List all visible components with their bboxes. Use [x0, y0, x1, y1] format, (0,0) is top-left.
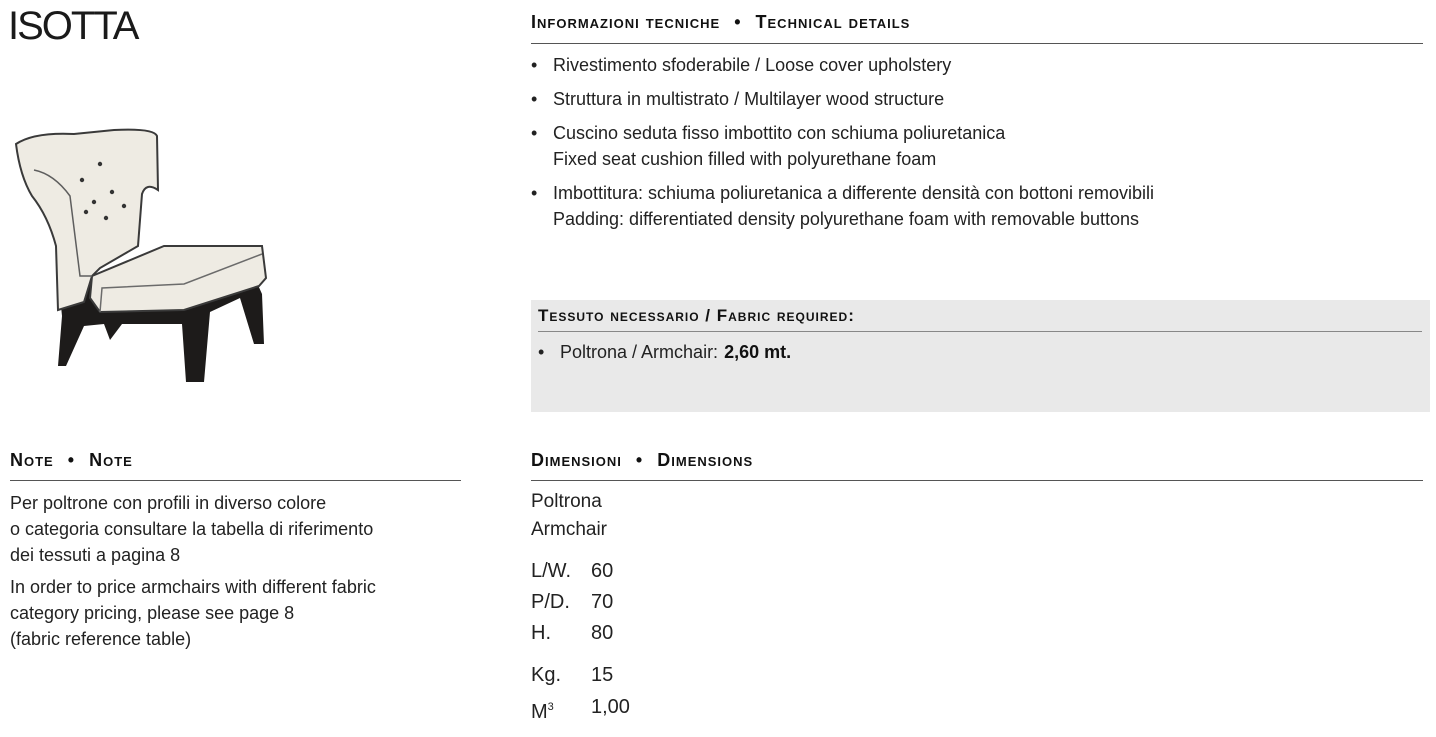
- armchair-image: [14, 126, 270, 388]
- fabric-required-box: [531, 300, 1430, 412]
- dimensions-rule: [531, 480, 1423, 481]
- list-item: [531, 52, 1421, 78]
- note-heading-en: Note: [89, 450, 133, 470]
- note-line: category pricing, please see page 8: [10, 603, 295, 623]
- note-line: (fabric reference table): [10, 629, 192, 649]
- volume-key-sup: 3: [547, 701, 554, 713]
- bullet-icon: •: [538, 342, 545, 362]
- dimension-value: 70: [591, 591, 614, 613]
- note-line: Per poltrone con profili in diverso colore: [10, 493, 327, 513]
- dimension-value: 60: [591, 560, 614, 582]
- note-heading: [10, 450, 133, 471]
- list-item-text-en: Padding: differentiated density polyurethane foam with removable buttons: [553, 209, 1140, 229]
- technical-heading: [531, 12, 910, 33]
- dimensions-heading: [531, 450, 753, 471]
- bullet-icon: •: [531, 183, 538, 203]
- dimensions-name-it: Poltrona: [531, 491, 602, 512]
- dimensions-heading-it: Dimensioni: [531, 450, 622, 470]
- fabric-item-label: Poltrona / Armchair:: [560, 342, 719, 362]
- dimension-row: [531, 618, 630, 649]
- dimension-key: H.: [531, 622, 551, 644]
- dimension-row: [531, 587, 630, 618]
- fabric-item-value: 2,60 mt.: [724, 342, 792, 362]
- list-item-text: Cuscino seduta fisso imbottito con schiuma poliuretanica: [553, 123, 1006, 143]
- volume-row: [531, 691, 630, 728]
- weight-row: [531, 659, 630, 691]
- bullet-icon: •: [531, 89, 538, 109]
- volume-key: [531, 691, 591, 728]
- weight-value: 15: [591, 664, 614, 686]
- note-line: o categoria consultare la tabella di riferimento: [10, 519, 374, 539]
- list-item-text: Rivestimento sfoderabile / Loose cover upholstery: [553, 55, 952, 75]
- note-text-en: [10, 574, 460, 652]
- list-item: [531, 180, 1421, 232]
- volume-key-text: M: [531, 701, 548, 723]
- product-title: ISOTTA: [8, 4, 138, 48]
- dimensions-heading-en: Dimensions: [657, 450, 754, 470]
- note-rule: [10, 480, 461, 481]
- heading-separator: •: [635, 450, 644, 470]
- dimensions-body: [531, 488, 630, 728]
- list-item-text: Struttura in multistrato / Multilayer wood structure: [553, 89, 945, 109]
- dimensions-name-en: Armchair: [531, 519, 608, 540]
- volume-value: 1,00: [591, 696, 630, 718]
- technical-heading-it: Informazioni tecniche: [531, 12, 721, 32]
- list-item: [531, 86, 1421, 112]
- weight-key: Kg.: [531, 664, 562, 686]
- note-heading-it: Note: [10, 450, 54, 470]
- fabric-heading: Tessuto necessario / Fabric required:: [538, 306, 855, 325]
- note-line: dei tessuti a pagina 8: [10, 545, 181, 565]
- heading-separator: •: [734, 12, 742, 32]
- list-item: [531, 120, 1421, 172]
- dimension-key: L/W.: [531, 560, 572, 582]
- note-line: In order to price armchairs with different fabric: [10, 577, 376, 597]
- dimension-row: [531, 556, 630, 587]
- heading-separator: •: [67, 450, 76, 470]
- list-item-text: Imbottitura: schiuma poliuretanica a differente densità con bottoni removibili: [553, 183, 1154, 203]
- technical-list: [531, 52, 1421, 232]
- bullet-icon: •: [531, 123, 538, 143]
- technical-heading-en: Technical details: [755, 12, 911, 32]
- bullet-icon: •: [531, 55, 538, 75]
- note-text-it: [10, 490, 460, 568]
- fabric-item: [538, 339, 791, 365]
- list-item-text-en: Fixed seat cushion filled with polyurethane foam: [553, 149, 937, 169]
- dimension-value: 80: [591, 622, 614, 644]
- dimension-key: P/D.: [531, 591, 570, 613]
- fabric-rule: [538, 331, 1422, 332]
- technical-rule: [531, 43, 1423, 44]
